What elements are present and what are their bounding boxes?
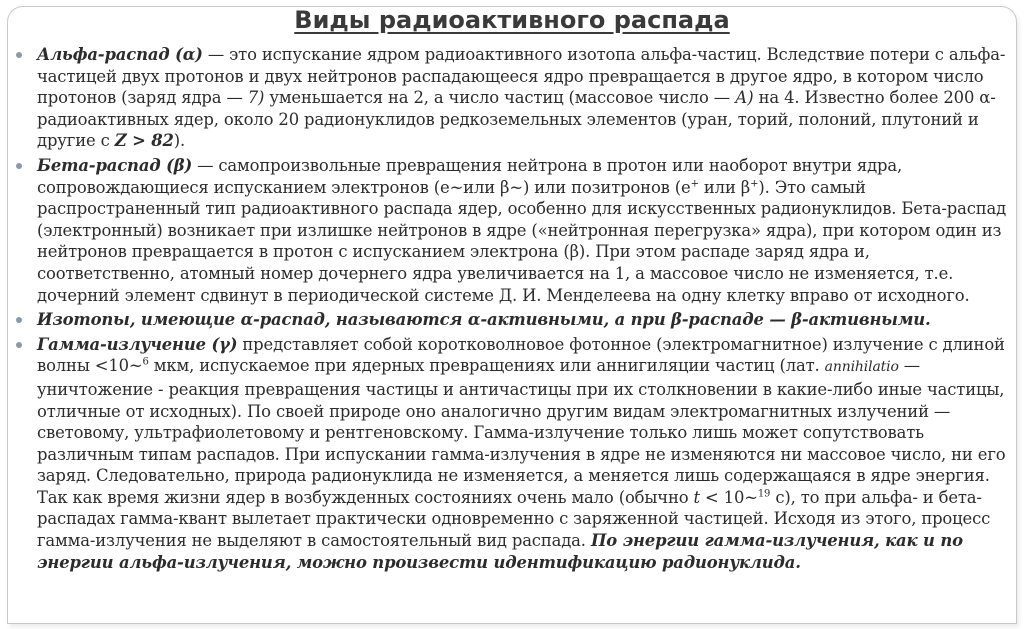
gamma-sup-2: 19 (757, 488, 771, 500)
list-item-isotopes (14, 309, 1010, 331)
alpha-charge: 7) (247, 88, 265, 108)
slide-title: Виды радиоактивного распада (294, 6, 730, 34)
gamma-text-1: представляет собой коротковолновое фотонное (электромагнитное) излучение с длиной волны <10~ (37, 334, 1005, 376)
list-item-gamma (14, 334, 1010, 574)
alpha-text-2: уменьшается на 2, а число частиц (массовое число — (264, 88, 736, 108)
list-item-alpha (14, 44, 1010, 152)
gamma-text-5: с), то при альфа- и бета-распадах гамма-квант вылетает практически одновременно с заряженной частицей. Исходя из этого, процесс гамма-излучения не выделяют в самостоятельный вид распада. (37, 487, 991, 551)
list-item-beta (14, 155, 1010, 306)
gamma-text-4: < 10~ (699, 487, 758, 507)
beta-text-2: или β (698, 177, 751, 197)
gamma-t-var: t (693, 487, 700, 507)
alpha-mass: А) (735, 88, 754, 108)
beta-sup-2: + (750, 178, 759, 190)
isotopes-text: Изотопы, имеющие α-распад, называются α-активными, а при β-распаде — β-активными. (37, 310, 931, 330)
beta-heading: Бета-распад (β) (37, 155, 193, 175)
gamma-text-2: мкм, испускаемое при ядерных превращениях или аннигиляции частиц (лат. (148, 356, 825, 376)
alpha-text-1: — это испускание ядром радиоактивного изотопа альфа-частиц. Вследствие потери с альфа-частицей двух протонов и двух нейтронов распадающееся ядро превращается в другое ядро, в котором число протонов (заряд ядра — (37, 45, 1006, 108)
beta-text-3: ). Это самый распространенный тип радиоактивного распада ядер, особенно для искусственных радионуклидов. Бета-распад (электронный) возникает при излишке нейтронов в ядре («нейтронная перегрузка» ядра), при котором один из нейтронов превращается в протон с испусканием электрона (β). При этом распаде заряд ядра и, соответственно, атомный номер дочернего ядра увеличивается на 1, а массовое число не изменяется, т.е. дочерний элемент сдвинут в периодической системе Д. И. Менделеева на одну клетку вправо от исходного. (37, 177, 1007, 305)
gamma-conclusion: По энергии гамма-излучения, как и по энергии альфа-излучения, можно произвести идентификацию радионуклида. (37, 531, 963, 572)
bullet-icon (16, 317, 22, 323)
alpha-z82: Z > 82 (114, 131, 174, 151)
beta-text-1: — самопроизвольные превращения нейтрона в протон или наоборот внутри ядра, сопровождающиеся испусканием электронов (е~или β~) или позитронов (е (37, 155, 903, 197)
bullet-icon (16, 342, 22, 348)
gamma-text-3: — уничтожение - реакция превращения частицы и античастицы при их столкновении в какие-либо иные частицы, отличные от исходных). По своей природе оно аналогично другим видам электромагнитных излучений — световому, ультрафиолетовому и рентгеновскому. Гамма-излучение только лишь может сопутствовать различным типам распадов. При испускании гамма-излучения в ядре не изменяются ни массовое число, ни его заряд. Следовательно, природа радионуклида не изменяется, а меняется лишь содержащаяся в ядре энергия. Так как время жизни ядер в возбужденных состояниях очень мало (обычно (37, 356, 1006, 507)
alpha-text-3: на 4. Известно более 200 α-радиоактивных ядер, около 20 радионуклидов редкоземельных элементов (уран, торий, полоний, плутоний и другие с (37, 88, 996, 151)
bullet-icon (16, 52, 22, 58)
bullet-icon (16, 163, 22, 169)
slide-body (14, 44, 1010, 576)
gamma-heading: Гамма-излучение (γ) (37, 334, 238, 354)
alpha-heading: Альфа-распад (α) (37, 45, 203, 64)
gamma-sup-1: 6 (142, 356, 149, 368)
alpha-text-4: ). (173, 131, 186, 151)
gamma-latin: annihilatio (824, 359, 899, 376)
beta-sup-1: + (690, 178, 699, 190)
